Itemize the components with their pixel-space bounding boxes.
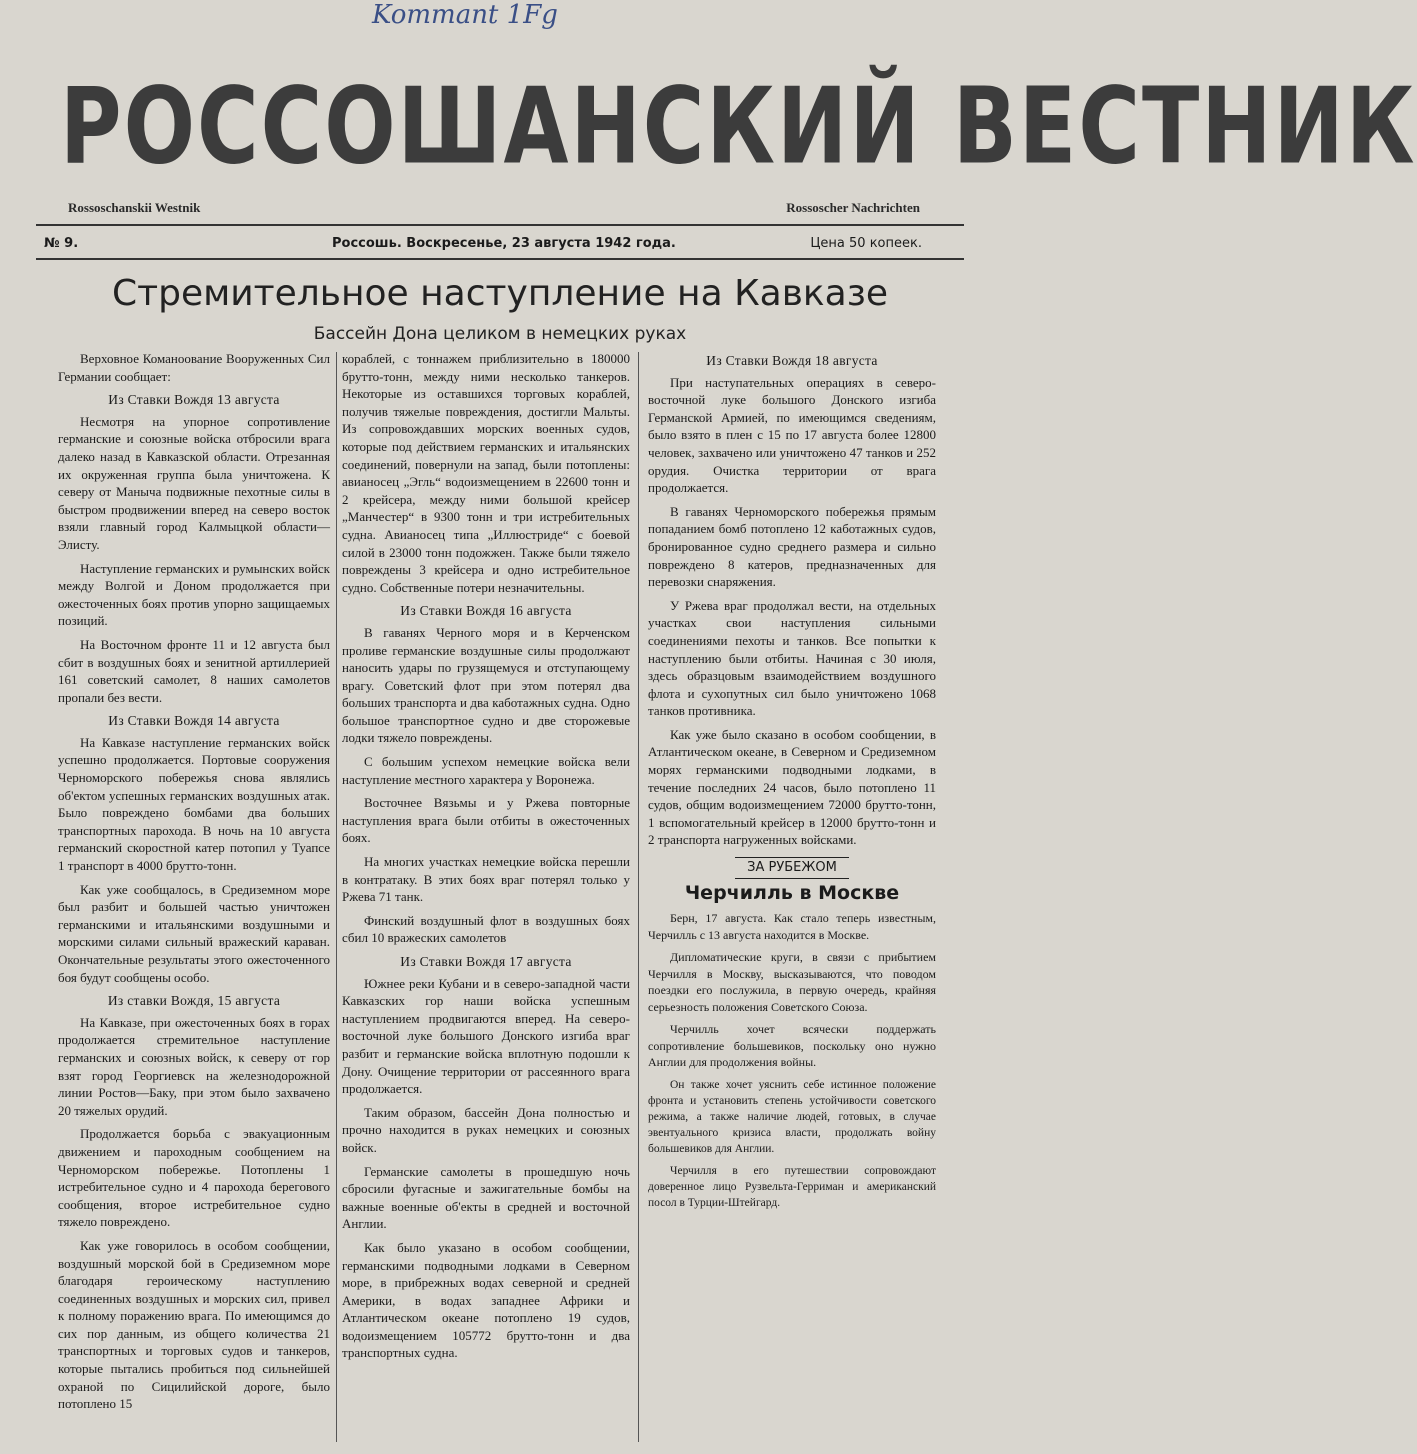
intro-text: Верховное Команоование Вооруженных Сил Германии сообщает: xyxy=(58,351,330,384)
paragraph: Восточнее Вязьмы и у Ржева повторные наступления врага были отбиты в ожесточенных боях. xyxy=(342,795,630,846)
column-1 xyxy=(58,350,330,1440)
paragraph: Берн, 17 августа. Как стало теперь известным, Черчилль с 13 августа находится в Москве. xyxy=(648,911,936,942)
headline: Стремительное наступление на Кавказе xyxy=(111,273,889,314)
column-divider xyxy=(638,352,639,1442)
masthead-title: РОССОШАНСКИЙ ВЕСТНИК xyxy=(60,64,1417,188)
column-3 xyxy=(648,350,936,1440)
paragraph: У Ржева враг продолжал вести, на отдельных участках свои наступления сильными соединениями пехоты и танков. Все попытки к наступлению были отбиты. Начиная с 30 июля, здесь образцовым взаимодействием воздушного флота и сухопутных сил было уничтожено 1068 танков противника. xyxy=(648,597,936,719)
paragraph: Наступление германских и румынских войск между Волгой и Доном продолжается при ожесточенных боях против упорно защищаемых позиций. xyxy=(58,560,330,629)
paragraph: кораблей, с тоннажем приблизительно в 180000 брутто-тонн, между ними несколько танкеров. Некоторые из оставшихся торговых кораблей, получив тяжелые повреждения, достигли Мальты. Из сопровождавших морских военных судов, которые под действием германских и итальянских соединений, повернули на запад, были потоплены: авианосец „Эгль“ водоизмещением в 22600 тонн и 2 крейсера, между ними большой крейсер „Манчестер“ в 9300 тонн и три истребительных судна. Авианосец типа „Иллюстриде“ с боевой силой в 23000 тонн подожжен. Также были тяжело повреждены 3 крейсера и одно истребительное судно. Собственные потери незначительны. xyxy=(342,351,630,595)
paragraph: Дипломатические круги, в связи с прибытием Черчилля в Москву, высказываются, что поводом поездки его послужила, в первую очередь, крайняя серьезность положения Советского Союза. xyxy=(648,950,936,1014)
abroad-section xyxy=(648,857,936,879)
paragraph: Как уже говорилось в особом сообщении, воздушный морской бой в Средиземном море благодаря героическому наступлению соединенных воздушных и морских сил, привел к полному поражению врага. По имеющимся до сих пор данным, из общего количества 21 транспортных и торговых судов и танкеров, которые пытались пробиться под сильнейшей охраной по Сицилийской дороге, было потоплено 15 xyxy=(58,1237,330,1412)
paragraph: Черчилля в его путешествии сопровождают доверенное лицо Рузвельта-Герриман и американский посол в Турции-Штейгард. xyxy=(648,1164,936,1209)
column-2 xyxy=(342,350,630,1440)
masthead-subtitle-right: Rossoscher Nachrichten xyxy=(786,200,920,215)
paragraph: На Кавказе наступление германских войск успешно продолжается. Портовые сооружения Черноморского побережья снова являлись об'ектом успешных германских воздушных атак. Было повреждено бомбами два больших транспортных парохода. В ночь на 10 августа германский скоростной катер потопил у Туапсе 1 транспорт в 4000 брутто-тонн. xyxy=(58,734,330,874)
paragraph: С большим успехом немецкие войска вели наступление местного характера у Воронежа. xyxy=(342,754,630,787)
section-heading: Из Ставки Вождя 18 августа xyxy=(706,353,878,368)
paragraph: Как уже сообщалось, в Средиземном море был разбит и большей частью уничтожен германскими и итальянскими воздушными и морскими силами сильный вражеский караван. Окончательные результаты этого ожесточенного боя будут сообщены особо. xyxy=(58,881,330,985)
section-heading: Из Ставки Вождя 13 августа xyxy=(108,392,280,408)
paragraph: На многих участках немецкие войска перешли в контратаку. В этих боях враг потерял только у Ржева 71 танк. xyxy=(342,854,630,905)
paragraph: В гаванях Черноморского побережья прямым попаданием бомб потоплено 12 каботажных судов, бронированное судно среднего размера и сильно повреждено 8 катеров, предназначенных для перевозки снаряжения. xyxy=(648,503,936,590)
paragraph: Продолжается борьба с эвакуационным движением и пароходным сообщением на Черноморском побережье. Потоплены 1 истребительное судно и 4 парохода берегового сообщения, второе истребительное судно тяжело повреждено. xyxy=(58,1126,330,1230)
section-heading: Из Ставки Вождя 14 августа xyxy=(108,713,280,729)
paragraph: Черчилль хочет всячески поддержать сопротивление большевиков, поскольку оно нужно Англии для продолжения войны. xyxy=(648,1022,936,1070)
masthead-subtitle-left: Rossoschanskii Westnik xyxy=(68,200,201,215)
abroad-label: ЗА РУБЕЖОМ xyxy=(735,857,849,879)
paragraph: Германские самолеты в прошедшую ночь сбросили фугасные и зажигательные бомбы на важные военные об'екты в средней и восточной Англии. xyxy=(342,1163,630,1232)
churchill-headline: Черчилль в Москве xyxy=(684,881,900,904)
subheadline: Бассейн Дона целиком в немецких руках xyxy=(313,324,687,344)
paragraph: При наступательных операциях в северо-восточной луке большого Донского изгиба Германской Армией, по имеющимся сведениям, было взято в плен с 15 по 17 августа более 12800 человек, захвачено или уничтожено 47 танков и 252 орудия. Очистка территории от врага продолжается. xyxy=(648,374,936,496)
paragraph: Финский воздушный флот в воздушных боях сбил 10 вражеских самолетов xyxy=(342,912,630,946)
bottom-rule xyxy=(36,258,964,260)
section-heading: Из ставки Вождя, 15 августа xyxy=(107,993,281,1009)
column-divider xyxy=(336,352,337,1442)
paragraph: Таким образом, бассейн Дона полностью и прочно находится в руках немецких и союзных войск. xyxy=(342,1104,630,1155)
issue-number: № 9. xyxy=(44,236,79,251)
paragraph: Он также хочет уяснить себе истинное положение фронта и установить степень устойчивости советского режима, а также наличие людей, готовых, в случае эвентуального кризиса власти, продолжать войну большевиков для Англии. xyxy=(648,1078,936,1155)
paragraph: Южнее реки Кубани и в северо-западной части Кавказских гор наши войска успешным наступлением продвигаются вперед. На северо-восточной луке большого Донского изгиба враг разбит и германские войска вплотную подошли к Дону. Очищение территории от рассеянного врага продолжается. xyxy=(342,975,630,1097)
paragraph: Как было указано в особом сообщении, германскими подводными лодками в Северном море, в прибрежных водах северной и средней Америки, в водах западнее Африки и Атлантическом океане потоплено 19 судов, водоизмещением 105772 брутто-тонн и два транспортных судна. xyxy=(342,1239,630,1361)
paragraph: Несмотря на упорное сопротивление германские и союзные войска отбросили врага далеко назад в Кавказской области. Отрезанная их окруженная группа была уничтожена. К северу от Маныча подвижные пехотные силы в быстром продвижении вперед на северо восток взяли главный город Калмыцкой области—Элисту. xyxy=(58,413,330,552)
paragraph: В гаванях Черного моря и в Керченском проливе германские воздушные силы продолжают наносить удары по грузящемуся и отступающему врагу. Советский флот при этом потерял два больших транспорта и два каботажных судна. Одно большое транспортное судно и две сторожевые лодки тяжело повреждены. xyxy=(342,624,630,746)
top-rule xyxy=(36,224,964,226)
paragraph: На Восточном фронте 11 и 12 августа был сбит в воздушных боях и зенитной артиллерией 161 советский самолет, 8 наших самолетов пропали без вести. xyxy=(58,636,330,705)
handwritten-annotation: Kommant 1Fg xyxy=(372,0,558,30)
paragraph: На Кавказе, при ожесточенных боях в горах продолжается стремительное наступление германских и союзных войск, к северу от гор взят город Георгиевск на железнодорожной линии Ростов—Баку, при этом было захвачено 20 тяжелых орудий. xyxy=(58,1014,330,1118)
section-heading: Из Ставки Вождя 17 августа xyxy=(400,954,572,969)
paragraph: Как уже было сказано в особом сообщении, в Атлантическом океане, в Северном и Средиземном морях германскими подводными лодками, в течение последних 24 часов, было потоплено 11 судов, общим водоизмещением 72000 брутто-тонн, 1 вспомогательный крейсер в 12000 брутто-тонн и 2 транспорта нагруженных войсками. xyxy=(648,726,936,848)
price: Цена 50 копеек. xyxy=(810,236,922,251)
place-date: Россошь. Воскресенье, 23 августа 1942 года. xyxy=(332,236,676,251)
section-heading: Из Ставки Вождя 16 августа xyxy=(400,603,572,619)
